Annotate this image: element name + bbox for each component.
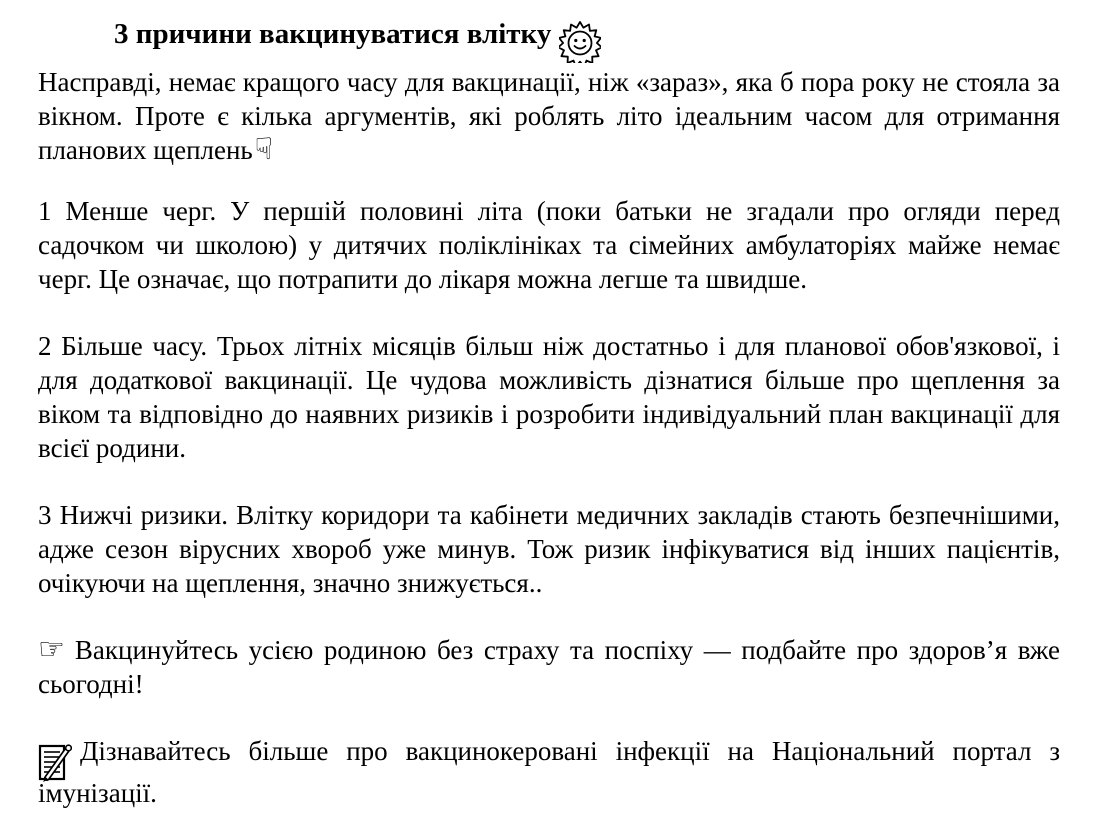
down-pointing-index-icon: ☟ — [254, 132, 274, 167]
paragraph-reason-3-text: 3 Нижчі ризики. Влітку коридори та кабінети медичних закладів стають безпечнішими, адже сезон вірусних хвороб уже минув. Тож ризик інфікуватися від інших пацієнтів, очікуючи на щеплення, значно знижується.. — [38, 500, 1060, 598]
right-pointing-index-icon: ☞ — [38, 632, 65, 667]
paragraph-intro-text: Насправді, немає кращого часу для вакцинації, ніж «зараз», яка б пора року не стояла за вікном. Проте є кілька аргументів, які роблять літо ідеальним часом для отримання планових щеплень — [38, 67, 1060, 165]
paragraph-intro — [38, 65, 1060, 167]
paragraph-info-text: Дізнавайтесь більше про вакцинокеровані інфекції на Національний портал з імунізації. — [38, 736, 1060, 808]
paragraph-reason-3 — [38, 498, 1060, 600]
paragraph-reason-1-text: 1 Менше черг. У першій половині літа (поки батьки не згадали про огляди перед садочком чи школою) у дитячих поліклініках та сімейних амбулаторіях майже немає черг. Це означає, що потрапити до лікаря можна легше та швидше. — [38, 196, 1060, 294]
paragraph-info — [38, 734, 1060, 810]
memo-pencil-icon — [38, 744, 72, 774]
paragraph-reason-1 — [38, 194, 1060, 296]
page-title — [38, 12, 1060, 65]
sun-with-face-icon — [559, 27, 601, 59]
paragraph-reason-2 — [38, 329, 1060, 465]
paragraph-cta — [38, 633, 1060, 701]
paragraph-cta-text: Вакцинуйтесь усією родиною без страху та поспіху — подбайте про здоров’я вже сьогодні! — [38, 635, 1060, 699]
paragraph-reason-2-text: 2 Більше часу. Трьох літніх місяців більш ніж достатньо і для планової обов'язкової, і для додаткової вакцинації. Це чудова можливість дізнатися більше про щеплення за віком та відповідно до наявних ризиків і розробити індивідуальний план вакцинації для всієї родини. — [38, 331, 1060, 463]
page-title-text: 3 причини вакцинуватися влітку — [114, 18, 552, 50]
